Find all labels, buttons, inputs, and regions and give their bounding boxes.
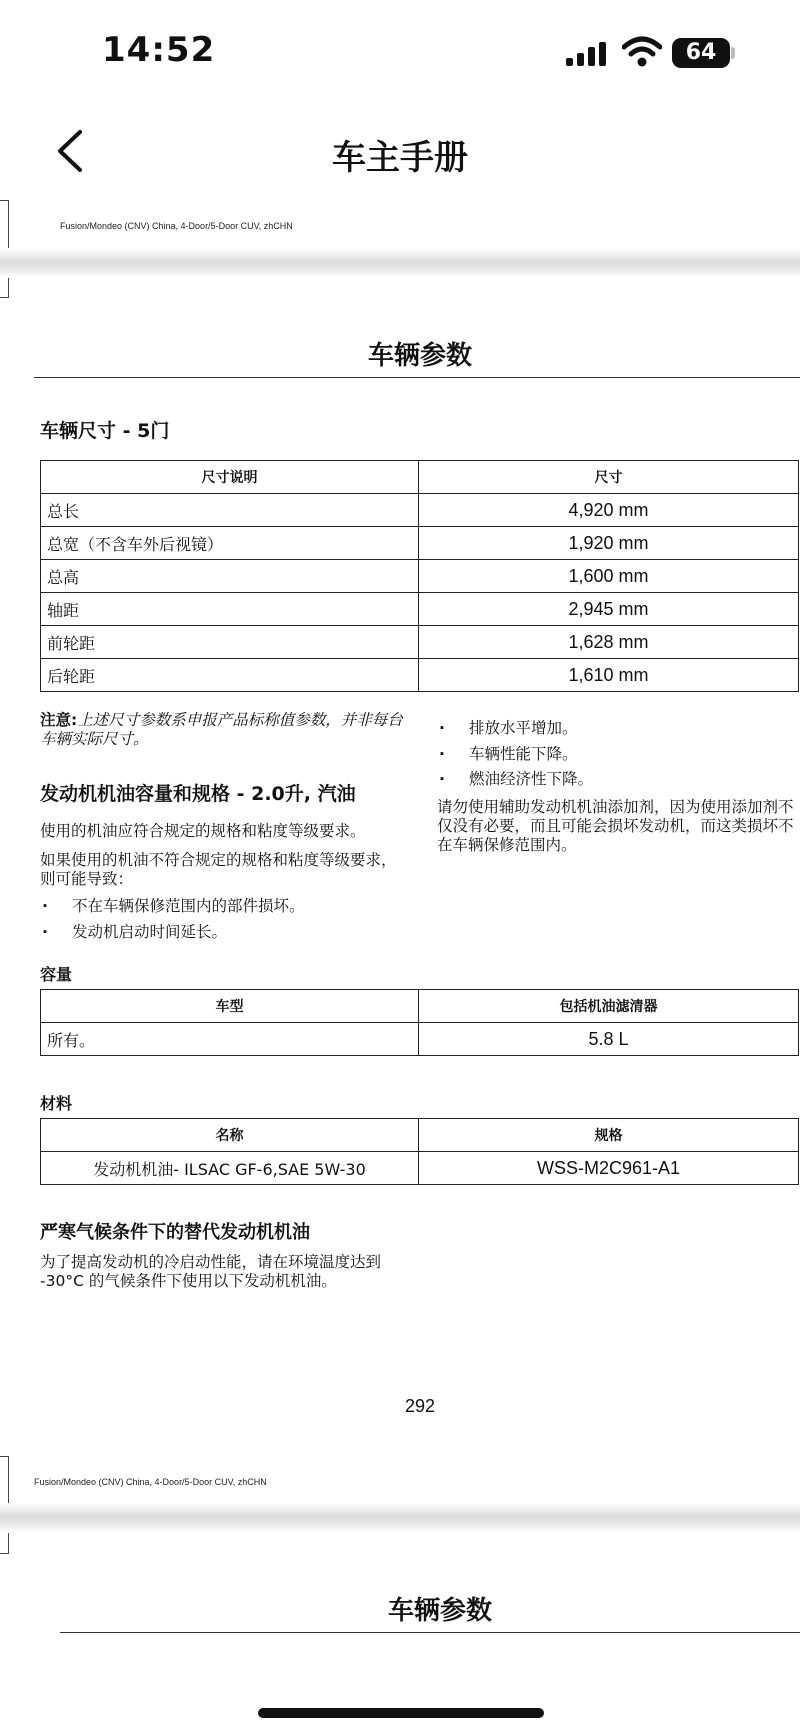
oil-paragraph-1: 使用的机油应符合规定的规格和粘度等级要求。: [40, 822, 366, 840]
list-item: · 不在车辆保修范围内的部件损坏。: [40, 894, 408, 920]
page-separator: [0, 1503, 800, 1533]
material-header-name: 名称: [41, 1119, 419, 1152]
dimension-label: 总高: [41, 560, 419, 593]
table-row: [41, 494, 799, 527]
table-row: [41, 593, 799, 626]
additive-warning: 请勿使用辅助发动机机油添加剂，因为使用添加剂不仅没有必要，而且可能会损坏发动机，而这类损坏不在车辆保修范围内。: [437, 798, 794, 854]
dimension-value: 1,628 mm: [419, 626, 799, 659]
list-item: · 发动机启动时间延长。: [40, 920, 408, 946]
dimension-value: 1,600 mm: [419, 560, 799, 593]
dimensions-header-size: 尺寸: [419, 461, 799, 494]
material-table: [40, 1118, 799, 1185]
cold-weather-heading: 严寒气候条件下的替代发动机机油: [40, 1222, 310, 1243]
material-heading: 材料: [40, 1094, 73, 1113]
dimensions-header-description: 尺寸说明: [41, 461, 419, 494]
capacity-header-with-filter: 包括机油滤清器: [419, 990, 799, 1023]
material-spec: WSS-M2C961-A1: [419, 1152, 799, 1185]
section-divider: [34, 377, 800, 378]
oil-heading: 发动机机油容量和规格 - 2.0升, 汽油: [40, 783, 356, 805]
list-item: · 排放水平增加。: [437, 716, 797, 742]
note-text: 上述尺寸参数系申报产品标称值参数，并非每台车辆实际尺寸。: [40, 711, 403, 748]
status-time: 14:52: [102, 30, 216, 70]
material-name: 发动机机油- ILSAC GF-6,SAE 5W-30: [41, 1152, 419, 1185]
dimension-label: 总长: [41, 494, 419, 527]
dimensions-table: [40, 460, 799, 692]
wifi-icon: [622, 36, 662, 68]
page-header-meta: Fusion/Mondeo (CNV) China, 4-Door/5-Door CUV, zhCHN: [34, 1477, 267, 1487]
oil-consequences-list-continued: [437, 716, 797, 793]
table-row: [41, 659, 799, 692]
home-indicator[interactable]: [258, 1708, 544, 1718]
battery-tip: [731, 47, 735, 59]
capacity-header-model: 车型: [41, 990, 419, 1023]
table-row: [41, 626, 799, 659]
page-header-meta: Fusion/Mondeo (CNV) China, 4-Door/5-Door CUV, zhCHN: [60, 221, 293, 231]
dimension-value: 4,920 mm: [419, 494, 799, 527]
battery-icon: 64: [672, 38, 730, 68]
dimension-value: 2,945 mm: [419, 593, 799, 626]
dimension-label: 总宽（不含车外后视镜）: [41, 527, 419, 560]
note-label: 注意:: [40, 711, 78, 729]
list-item: · 燃油经济性下降。: [437, 767, 797, 793]
oil-paragraph-2: 如果使用的机油不符合规定的规格和粘度等级要求，则可能导致：: [40, 851, 397, 888]
oil-consequences-list: [40, 894, 408, 945]
dimensions-note: [40, 711, 408, 749]
capacity-table: [40, 989, 799, 1056]
nav-title: 车主手册: [332, 138, 468, 178]
capacity-heading: 容量: [40, 965, 73, 984]
table-row: [41, 560, 799, 593]
dimension-label: 后轮距: [41, 659, 419, 692]
dimension-value: 1,610 mm: [419, 659, 799, 692]
table-row: [41, 1152, 799, 1185]
cellular-signal-icon: [566, 42, 610, 66]
table-row: [41, 1023, 799, 1056]
dimensions-heading: 车辆尺寸 - 5门: [40, 420, 170, 442]
table-row: [41, 527, 799, 560]
page-separator: [0, 248, 800, 278]
section-title: 车辆参数: [387, 1596, 492, 1626]
capacity-model: 所有。: [41, 1023, 419, 1056]
capacity-value: 5.8 L: [419, 1023, 799, 1056]
dimension-label: 轴距: [41, 593, 419, 626]
material-header-spec: 规格: [419, 1119, 799, 1152]
page-number: 292: [404, 1396, 436, 1416]
dimension-value: 1,920 mm: [419, 527, 799, 560]
list-item: · 车辆性能下降。: [437, 742, 797, 768]
section-title: 车辆参数: [367, 341, 472, 371]
section-divider: [60, 1632, 800, 1633]
cold-weather-text: 为了提高发动机的冷启动性能，请在环境温度达到 -30°C 的气候条件下使用以下发动机机油。: [40, 1253, 382, 1290]
dimension-label: 前轮距: [41, 626, 419, 659]
